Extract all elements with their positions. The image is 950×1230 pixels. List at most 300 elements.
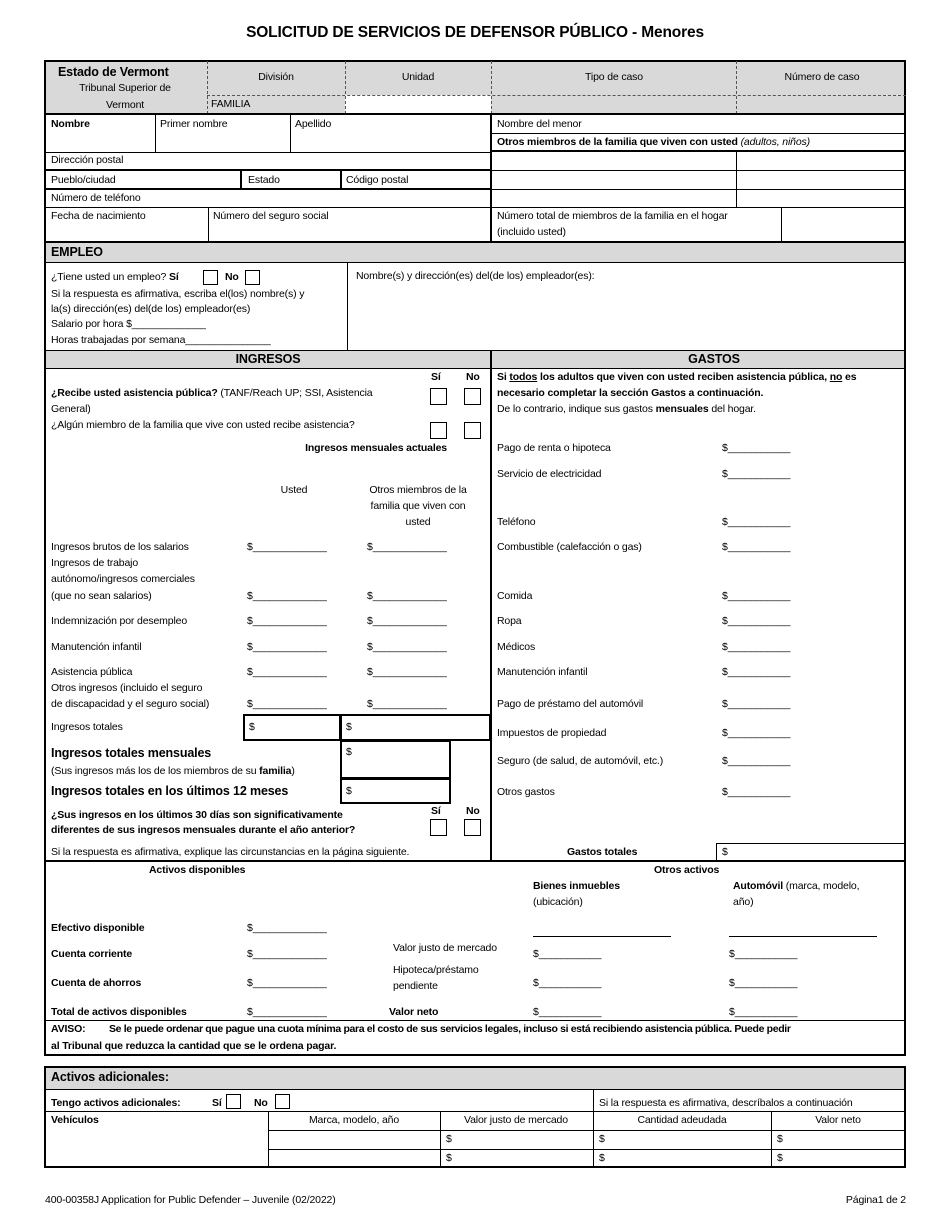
mortgage-label-2-text: pendiente <box>393 980 438 992</box>
divider <box>736 61 737 114</box>
expense-amount-field-text: $___________ <box>722 641 791 653</box>
ssn-field <box>213 209 328 223</box>
divider <box>533 936 671 937</box>
vehicle-net-field <box>777 1151 783 1165</box>
expense-label-text: Impuestos de propiedad <box>497 727 607 739</box>
vehicle-owed-field <box>599 1151 605 1165</box>
income-change-question-1 <box>51 808 343 822</box>
expense-label-text: Médicos <box>497 641 536 653</box>
other-assets-title-text: Otros activos <box>654 864 720 876</box>
public-assistance-yes-checkbox[interactable] <box>430 388 447 405</box>
unit-label-text: Unidad <box>401 71 435 83</box>
additional-yes-label <box>212 1096 222 1110</box>
divider <box>290 114 291 152</box>
expenses-title-text: GASTOS <box>688 352 740 366</box>
no-column-label-text: No <box>466 371 480 383</box>
other-household-members-label <box>497 135 810 149</box>
child-support-income-you-field <box>247 640 327 654</box>
cash-field-text: $_____________ <box>247 922 327 934</box>
family-assistance-yes-checkbox[interactable] <box>430 422 447 439</box>
additional-yes-checkbox[interactable] <box>226 1094 241 1109</box>
self-employment-label-1-text: Ingresos de trabajo <box>51 557 139 569</box>
other-income-label-text: de discapacidad y el seguro social) <box>51 698 210 710</box>
expense-label-text: Manutención infantil <box>497 666 588 678</box>
real-estate-label-text: Bienes inmuebles <box>533 880 620 892</box>
column-others-1 <box>369 483 466 497</box>
name-label-text: Nombre <box>51 118 90 130</box>
court-name-line1 <box>79 81 171 95</box>
total-monthly-income-label-text: Ingresos totales mensuales <box>51 746 212 760</box>
employed-question-text: ¿Tiene usted un empleo? <box>51 271 170 283</box>
unemployment-label <box>51 614 187 628</box>
yes-column-label-text: Sí <box>431 371 441 383</box>
available-assets-title-text: Activos disponibles <box>149 864 246 876</box>
child-support-income-label-text: Manutención infantil <box>51 641 142 653</box>
expenses-note-3-text: del hogar. <box>708 403 756 415</box>
employers-field <box>356 269 594 283</box>
column-you-text: Usted <box>280 484 308 496</box>
gross-wages-label-text: Ingresos brutos de los salarios <box>51 541 189 553</box>
form-title-text: SOLICITUD DE SERVICIOS DE DEFENSOR PÚBLICO - Menores <box>246 24 704 41</box>
family-assistance-no-checkbox[interactable] <box>464 422 481 439</box>
page-number <box>846 1193 906 1207</box>
expense-label <box>497 640 535 654</box>
no-column-label-2 <box>466 804 480 818</box>
divider <box>155 114 156 152</box>
self-employment-label-2 <box>51 572 195 586</box>
vehicles-label-text: Vehículos <box>51 1114 99 1126</box>
expense-label-text: Ropa <box>497 615 522 627</box>
minor-name-field-text: Nombre del menor <box>497 118 582 130</box>
net-value-label <box>389 1005 438 1019</box>
total-income-label-text: Ingresos totales <box>51 721 123 733</box>
main-form-frame <box>44 60 906 1056</box>
public-assistance-question <box>51 386 373 400</box>
total-monthly-income-note-text: (Sus ingresos más los de los miembros de su <box>51 765 260 777</box>
divider <box>44 207 906 208</box>
other-income-you-field <box>247 697 327 711</box>
expense-label <box>497 614 522 628</box>
expense-amount-field <box>722 697 790 711</box>
gross-wages-others-field-text: $_____________ <box>367 541 447 553</box>
income-change-question-2-text: diferentes de sus ingresos mensuales durante el año anterior? <box>51 824 356 836</box>
gross-wages-you-field <box>247 540 327 554</box>
savings-field <box>247 976 327 990</box>
monthly-income-header <box>305 441 447 455</box>
zip-field <box>346 173 408 187</box>
employed-yes-checkbox[interactable] <box>203 270 218 285</box>
employment-title <box>51 245 103 260</box>
expense-amount-field <box>722 540 790 554</box>
checking-label-text: Cuenta corriente <box>51 948 133 960</box>
divider <box>491 61 492 114</box>
expenses-note-3-text: De lo contrario, indique sus gastos <box>497 403 656 415</box>
income-title <box>236 352 301 366</box>
state-field-text: Estado <box>248 174 280 186</box>
dob-field <box>51 209 146 223</box>
income-change-question-2 <box>51 823 355 837</box>
employment-instructions-2 <box>51 302 250 316</box>
divider <box>44 113 906 115</box>
phone-field-text: Número de teléfono <box>51 192 141 204</box>
income-title-text: INGRESOS <box>235 352 301 366</box>
real-estate-net-field-text: $___________ <box>533 1006 602 1018</box>
expense-label <box>497 589 532 603</box>
expense-amount-field <box>722 441 790 455</box>
total-expenses-box[interactable] <box>716 843 906 861</box>
household-total-label-2 <box>497 225 566 239</box>
additional-assets-question <box>51 1096 181 1110</box>
expenses-note-3-text: mensuales <box>655 403 709 415</box>
real-estate-label <box>533 879 620 893</box>
household-total-label-2-text: (incluido usted) <box>497 226 566 238</box>
state-field <box>248 173 280 187</box>
savings-field-text: $_____________ <box>247 977 327 989</box>
additional-assets-title-text: Activos adicionales: <box>51 1070 169 1084</box>
public-assistance-income-label-text: Asistencia pública <box>51 666 133 678</box>
hourly-wage-field-text: Salario por hora $_____________ <box>51 318 206 330</box>
case-type-label-text: Tipo de caso <box>585 71 643 83</box>
hourly-wage-field <box>51 317 206 331</box>
available-assets-title <box>149 863 245 877</box>
hours-per-week-field-text: Horas trabajadas por semana_______________ <box>51 334 271 346</box>
expenses-note-1-text: Si <box>497 371 510 383</box>
vehicle-column-header <box>464 1113 568 1127</box>
self-employment-you-field-text: $_____________ <box>247 590 327 602</box>
expense-label <box>497 665 587 679</box>
income-change-explain <box>51 845 409 859</box>
auto-value-field <box>729 947 797 961</box>
public-assistance-question-text: (TANF/Reach UP; SSI, Asistencia <box>217 387 373 399</box>
public-assistance-income-others-field-text: $_____________ <box>367 666 447 678</box>
auto-loan-field-text: $___________ <box>729 977 798 989</box>
total-income-you-box[interactable] <box>243 714 341 741</box>
column-others-3 <box>406 515 431 529</box>
total-monthly-income-note <box>51 764 295 778</box>
mortgage-label-1 <box>393 963 479 977</box>
automobile-note-text: año) <box>733 896 754 908</box>
other-income-you-field-text: $_____________ <box>247 698 327 710</box>
divider <box>491 189 906 190</box>
self-employment-others-field <box>367 589 447 603</box>
notice-text-2-text: al Tribunal que reduzca la cantidad que se le ordena pagar. <box>51 1040 337 1052</box>
divider <box>44 1089 906 1090</box>
real-estate-mortgage-field <box>533 976 601 990</box>
total-expenses-dollar <box>722 845 728 859</box>
expense-amount-field <box>722 785 790 799</box>
fair-value-label-text: Valor justo de mercado <box>393 942 497 954</box>
additional-describe-label <box>599 1096 853 1110</box>
vehicle-column-header <box>637 1113 726 1127</box>
divider <box>268 1149 906 1150</box>
divider <box>491 150 906 152</box>
self-employment-label-text: (que no sean salarios) <box>51 590 152 602</box>
notice-text-1-text: Se le puede ordenar que pague una cuota mínima para el costo de sus servicios legales, incluso si está recibiendo asistencia pública. Puede pedir <box>109 1023 791 1035</box>
expense-label-text: Comida <box>497 590 533 602</box>
additional-describe-label-text: Si la respuesta es afirmativa, descríbalos a continuación <box>599 1097 853 1109</box>
total-expenses-label <box>567 845 637 859</box>
self-employment-you-field <box>247 589 327 603</box>
savings-label <box>51 976 141 990</box>
other-assets-title <box>654 863 719 877</box>
expense-amount-field-text: $___________ <box>722 727 791 739</box>
unemployment-you-field-text: $_____________ <box>247 615 327 627</box>
expenses-note-1 <box>497 370 856 384</box>
auto-net-field <box>729 1005 797 1019</box>
other-income-label <box>51 697 209 711</box>
employed-no-label-text: No <box>225 271 239 283</box>
expense-label-text: Servicio de electricidad <box>497 468 602 480</box>
self-employment-label-2-text: autónomo/ingresos comerciales <box>51 573 195 585</box>
income-change-question-1-text: ¿Sus ingresos en los últimos 30 días son significativamente <box>51 809 343 821</box>
vehicle-value-field-text: $ <box>446 1152 452 1164</box>
divider <box>440 1111 441 1167</box>
expense-amount-field <box>722 467 790 481</box>
other-household-members-label-text: Otros miembros de la familia que viven con usted <box>497 136 741 148</box>
public-assistance-income-others-field <box>367 665 447 679</box>
expense-label-text: Combustible (calefacción o gas) <box>497 541 642 553</box>
auto-loan-field <box>729 976 797 990</box>
gross-wages-others-field <box>367 540 447 554</box>
checking-field-text: $_____________ <box>247 948 327 960</box>
state-label <box>58 65 169 80</box>
real-estate-note <box>533 895 583 909</box>
unit-label <box>402 70 434 84</box>
expense-amount-field <box>722 754 790 768</box>
cash-label-text: Efectivo disponible <box>51 922 145 934</box>
household-total-label-1-text: Número total de miembros de la familia en el hogar <box>497 210 728 222</box>
divider <box>44 188 491 190</box>
auto-net-field-text: $___________ <box>729 1006 798 1018</box>
income-change-explain-text: Si la respuesta es afirmativa, explique las circunstancias en la página siguiente. <box>51 846 410 858</box>
family-assistance-question <box>51 418 355 432</box>
expense-label-text: Pago de renta o hipoteca <box>497 442 611 454</box>
divider <box>268 1111 269 1167</box>
expense-amount-field-text: $___________ <box>722 615 791 627</box>
expense-amount-field-text: $___________ <box>722 442 791 454</box>
self-employment-label-1 <box>51 556 138 570</box>
expense-amount-field <box>722 640 790 654</box>
real-estate-value-field-text: $___________ <box>533 948 602 960</box>
notice-label-text: AVISO: <box>51 1023 86 1035</box>
total-assets-field-text: $_____________ <box>247 1006 327 1018</box>
total-monthly-dollar <box>346 745 352 759</box>
child-support-income-others-field-text: $_____________ <box>367 641 447 653</box>
additional-yes-label-text: Sí <box>212 1097 222 1109</box>
unemployment-others-field <box>367 614 447 628</box>
employment-instructions-1-text: Si la respuesta es afirmativa, escriba el(los) nombre(s) y <box>51 288 305 300</box>
case-number-label-text: Número de caso <box>784 71 860 83</box>
column-others-2-text: familia que viven con <box>370 500 466 512</box>
divider <box>44 368 906 369</box>
expense-amount-field-text: $___________ <box>722 698 791 710</box>
divider <box>345 61 346 114</box>
employment-instructions-2-text: la(s) dirección(es) del(de los) empleador(es) <box>51 303 251 315</box>
expense-amount-field-text: $___________ <box>722 590 791 602</box>
divider <box>240 170 242 189</box>
vehicle-net-field-text: $ <box>777 1152 783 1164</box>
divider <box>491 170 906 171</box>
unemployment-others-field-text: $_____________ <box>367 615 447 627</box>
divider <box>44 262 906 263</box>
total-income-label <box>51 720 123 734</box>
vehicle-column-header <box>309 1113 399 1127</box>
other-household-members-label-text: (adultos, niños) <box>740 136 810 148</box>
household-total-label-1 <box>497 209 728 223</box>
vehicle-column-header-text: Valor justo de mercado <box>464 1114 568 1126</box>
total-monthly-income-note-text: familia <box>259 765 292 777</box>
divider <box>44 169 491 171</box>
expense-label-text: Pago de préstamo del automóvil <box>497 698 644 710</box>
total-monthly-income-box[interactable] <box>340 740 451 779</box>
vehicle-column-header-text: Cantidad adeudada <box>637 1114 727 1126</box>
additional-assets-question-text: Tengo activos adicionales: <box>51 1097 181 1109</box>
income-change-no-checkbox[interactable] <box>464 819 481 836</box>
public-assistance-income-label <box>51 665 132 679</box>
checking-label <box>51 947 132 961</box>
notice-text-2 <box>51 1039 336 1053</box>
expense-label-text: Seguro (de salud, de automóvil, etc.) <box>497 755 664 767</box>
dob-field-text: Fecha de nacimiento <box>51 210 146 222</box>
form-title <box>246 26 704 40</box>
public-assistance-income-you-field-text: $_____________ <box>247 666 327 678</box>
case-type-label <box>585 70 643 84</box>
state-label-text: Estado de Vermont <box>58 65 169 79</box>
notice-label <box>51 1022 86 1036</box>
total-12-months-label <box>51 784 288 799</box>
page-number-text: Página1 de 2 <box>845 1194 906 1206</box>
total-income-others-dollar-text: $ <box>346 721 352 733</box>
total-income-others-dollar <box>346 720 352 734</box>
real-estate-mortgage-field-text: $___________ <box>533 977 602 989</box>
expense-amount-field-text: $___________ <box>722 516 791 528</box>
public-assistance-question-line2-text: General) <box>51 403 91 415</box>
checking-field <box>247 947 327 961</box>
expense-amount-field <box>722 726 790 740</box>
additional-assets-title <box>51 1070 169 1085</box>
total-expenses-dollar-text: $ <box>722 846 728 858</box>
divider <box>208 207 209 242</box>
town-field-text: Pueblo/ciudad <box>51 174 116 186</box>
cash-label <box>51 921 144 935</box>
expense-label <box>497 540 642 554</box>
self-employment-others-field-text: $_____________ <box>367 590 447 602</box>
vehicle-owed-field <box>599 1132 605 1146</box>
division-value <box>211 97 250 111</box>
public-assistance-question-line2 <box>51 402 91 416</box>
expense-amount-field-text: $___________ <box>722 468 791 480</box>
public-assistance-no-checkbox[interactable] <box>464 388 481 405</box>
income-change-yes-checkbox[interactable] <box>430 819 447 836</box>
real-estate-note-text: (ubicación) <box>533 896 583 908</box>
expenses-note-2-text: necesario completar la sección Gastos a continuación. <box>497 387 764 399</box>
minor-name-field <box>497 117 582 131</box>
case-number-label <box>785 70 860 84</box>
other-income-label-1 <box>51 681 202 695</box>
expense-label <box>497 515 536 529</box>
vehicle-column-header-text: Marca, modelo, año <box>308 1114 400 1126</box>
expense-label-text: Teléfono <box>497 516 536 528</box>
expenses-note-1-text: es <box>842 371 857 383</box>
real-estate-net-field <box>533 1005 601 1019</box>
vehicle-owed-field-text: $ <box>599 1152 605 1164</box>
form-id-text: 400-00358J Application for Public Defender – Juvenile (02/2022) <box>45 1194 336 1206</box>
court-name-line1-text: Tribunal Superior de <box>79 82 171 94</box>
first-name-field-text: Primer nombre <box>160 118 228 130</box>
divider <box>44 860 906 862</box>
divider <box>44 350 906 351</box>
expense-amount-field <box>722 665 790 679</box>
total-assets-field <box>247 1005 327 1019</box>
zip-field-text: Código postal <box>346 174 409 186</box>
name-label <box>51 117 90 131</box>
expenses-note-2 <box>497 386 763 400</box>
no-column-label-2-text: No <box>466 805 480 817</box>
expense-amount-field-text: $___________ <box>722 786 791 798</box>
divider <box>340 170 342 189</box>
yes-column-label-2-text: Sí <box>431 805 441 817</box>
no-column-label <box>466 370 480 384</box>
division-label-text: División <box>258 71 294 83</box>
employed-no-checkbox[interactable] <box>245 270 260 285</box>
phone-field <box>51 191 141 205</box>
real-estate-value-field <box>533 947 601 961</box>
expense-label <box>497 441 611 455</box>
total-12-months-dollar-text: $ <box>346 785 352 797</box>
total-expenses-label-text: Gastos totales <box>567 846 638 858</box>
expense-label-text: Otros gastos <box>497 786 555 798</box>
total-12-months-box[interactable] <box>340 778 451 804</box>
notice-text-1 <box>109 1022 791 1036</box>
vehicle-net-field <box>777 1132 783 1146</box>
divider <box>44 241 906 243</box>
mortgage-label-1-text: Hipoteca/préstamo <box>393 964 479 976</box>
automobile-label-text: Automóvil <box>733 880 783 892</box>
expenses-note-1-text: no <box>829 371 843 383</box>
divider <box>207 61 208 114</box>
last-name-field-text: Apellido <box>295 118 332 130</box>
expense-amount-field-text: $___________ <box>722 666 791 678</box>
vehicle-value-field <box>446 1132 452 1146</box>
expense-amount-field <box>722 515 790 529</box>
mailing-address-field-text: Dirección postal <box>51 154 124 166</box>
expenses-note-1-text: todos <box>509 371 538 383</box>
divider <box>491 133 906 134</box>
employment-title-text: EMPLEO <box>51 245 103 259</box>
employed-question-text: Sí <box>169 271 179 283</box>
vehicle-value-field-text: $ <box>446 1133 452 1145</box>
expenses-title <box>688 352 740 366</box>
hours-per-week-field <box>51 333 271 347</box>
division-value-text: FAMILIA <box>211 98 251 110</box>
unemployment-you-field <box>247 614 327 628</box>
total-monthly-dollar-text: $ <box>346 746 352 758</box>
total-income-others-box[interactable] <box>340 714 491 741</box>
vehicle-value-field <box>446 1151 452 1165</box>
column-you <box>281 483 308 497</box>
total-assets-label-text: Total de activos disponibles <box>51 1006 187 1018</box>
divider <box>44 1020 906 1021</box>
total-12-months-dollar <box>346 784 352 798</box>
child-support-income-others-field <box>367 640 447 654</box>
court-name-line2-text: Vermont <box>105 99 145 111</box>
expense-label <box>497 697 643 711</box>
divider <box>44 1111 906 1112</box>
additional-no-label <box>254 1096 268 1110</box>
additional-no-checkbox[interactable] <box>275 1094 290 1109</box>
expense-amount-field-text: $___________ <box>722 541 791 553</box>
child-support-income-label <box>51 640 141 654</box>
